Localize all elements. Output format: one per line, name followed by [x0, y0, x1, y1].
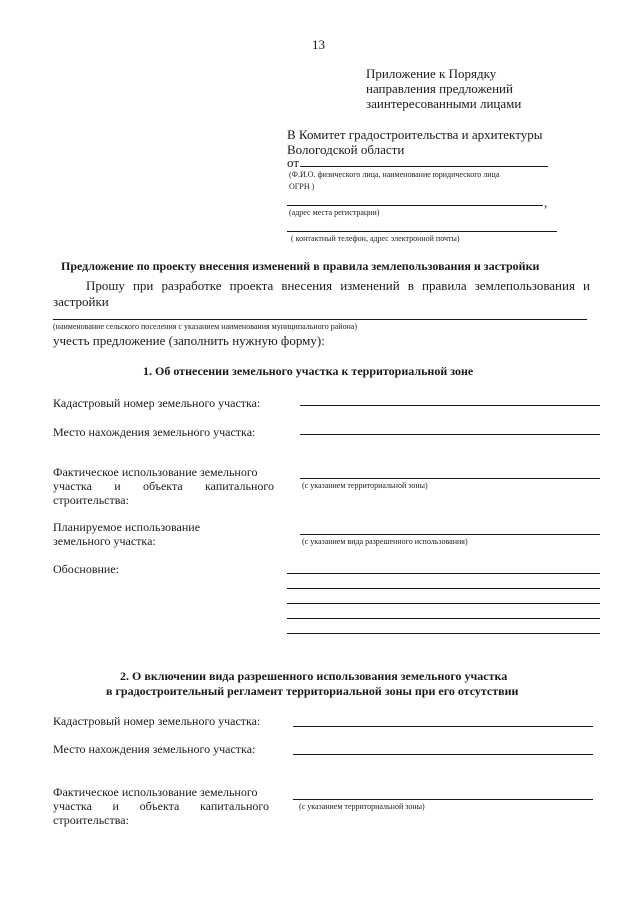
section2-heading-l1: 2. О включении вида разрешенного использования земельного участка	[120, 669, 508, 683]
s1-justification-field-3[interactable]	[287, 603, 600, 604]
s1-actual-use-l2: участка и объекта капитального	[53, 479, 274, 493]
s1-justification-field-4[interactable]	[287, 618, 600, 619]
settlement-field[interactable]	[53, 319, 587, 320]
s2-zone-caption: (с указанием территориальной зоны)	[299, 802, 425, 811]
s1-planned-use-l1: Планируемое использование	[53, 520, 201, 534]
request-line-2: застройки	[53, 294, 109, 309]
address-comma: ,	[544, 195, 548, 210]
request-line-1: Прошу при разработке проекта внесения изменений в правила землепользования и	[86, 278, 590, 293]
addressee-line-2: Вологодской области	[287, 142, 405, 157]
s2-location-field[interactable]	[293, 754, 593, 755]
contact-field[interactable]	[287, 231, 557, 232]
from-field[interactable]	[300, 166, 548, 167]
request-line-3: учесть предложение (заполнить нужную форму):	[53, 333, 325, 348]
s1-actual-use-l1: Фактическое использование земельного	[53, 465, 258, 479]
appendix-line-1: Приложение к Порядку	[366, 66, 497, 81]
s1-justification-field-5[interactable]	[287, 633, 600, 634]
section2-heading-l2: в градостроительный регламент территориальной зоны при его отсутствии	[106, 684, 519, 698]
s2-cadastral-label: Кадастровый номер земельного участка:	[53, 714, 261, 728]
s1-permitted-caption: (с указанием вида разрешенного использования)	[302, 537, 468, 546]
settlement-caption: (наименование сельского поселения с указанием наименования муниципального района)	[53, 322, 358, 331]
document-title: Предложение по проекту внесения изменений в правила землепользования и застройки	[61, 259, 540, 273]
appendix-line-3: заинтересованными лицами	[366, 96, 522, 111]
page-number: 13	[312, 37, 325, 52]
s1-location-label: Место нахождения земельного участка:	[53, 425, 256, 439]
section1-heading: 1. Об отнесении земельного участка к территориальной зоне	[143, 364, 474, 378]
s1-actual-use-l3: строительства:	[53, 493, 129, 507]
fio-caption: (Ф.И.О. физического лица, наименование юридического лица	[289, 170, 500, 179]
addressee-line-1: В Комитет градостроительства и архитектуры	[287, 127, 543, 142]
s1-planned-use-l2: земельного участка:	[53, 534, 156, 548]
from-label: от	[287, 155, 300, 170]
appendix-line-2: направления предложений	[366, 81, 513, 96]
s2-actual-use-l3: строительства:	[53, 813, 129, 827]
s1-actual-use-field[interactable]	[300, 478, 600, 479]
s1-cadastral-field[interactable]	[300, 405, 600, 406]
s1-planned-use-field[interactable]	[300, 534, 600, 535]
contact-caption: ( контактный телефон, адрес электронной почты)	[291, 234, 460, 243]
s2-cadastral-field[interactable]	[293, 726, 593, 727]
s2-actual-use-l1: Фактическое использование земельного	[53, 785, 258, 799]
s1-justification-label: Обосновние:	[53, 562, 119, 576]
ogrn-caption: ОГРН )	[289, 182, 315, 191]
s1-justification-field-1[interactable]	[287, 573, 600, 574]
address-caption: (адрес места регистрации)	[289, 208, 380, 217]
s2-actual-use-field[interactable]	[293, 799, 593, 800]
s1-cadastral-label: Кадастровый номер земельного участка:	[53, 396, 261, 410]
s2-actual-use-l2: участка и объекта капитального	[53, 799, 269, 813]
s2-location-label: Место нахождения земельного участка:	[53, 742, 256, 756]
s1-justification-field-2[interactable]	[287, 588, 600, 589]
s1-location-field[interactable]	[300, 434, 600, 435]
address-field[interactable]	[287, 205, 543, 206]
s1-zone-caption: (с указанием территориальной зоны)	[302, 481, 428, 490]
